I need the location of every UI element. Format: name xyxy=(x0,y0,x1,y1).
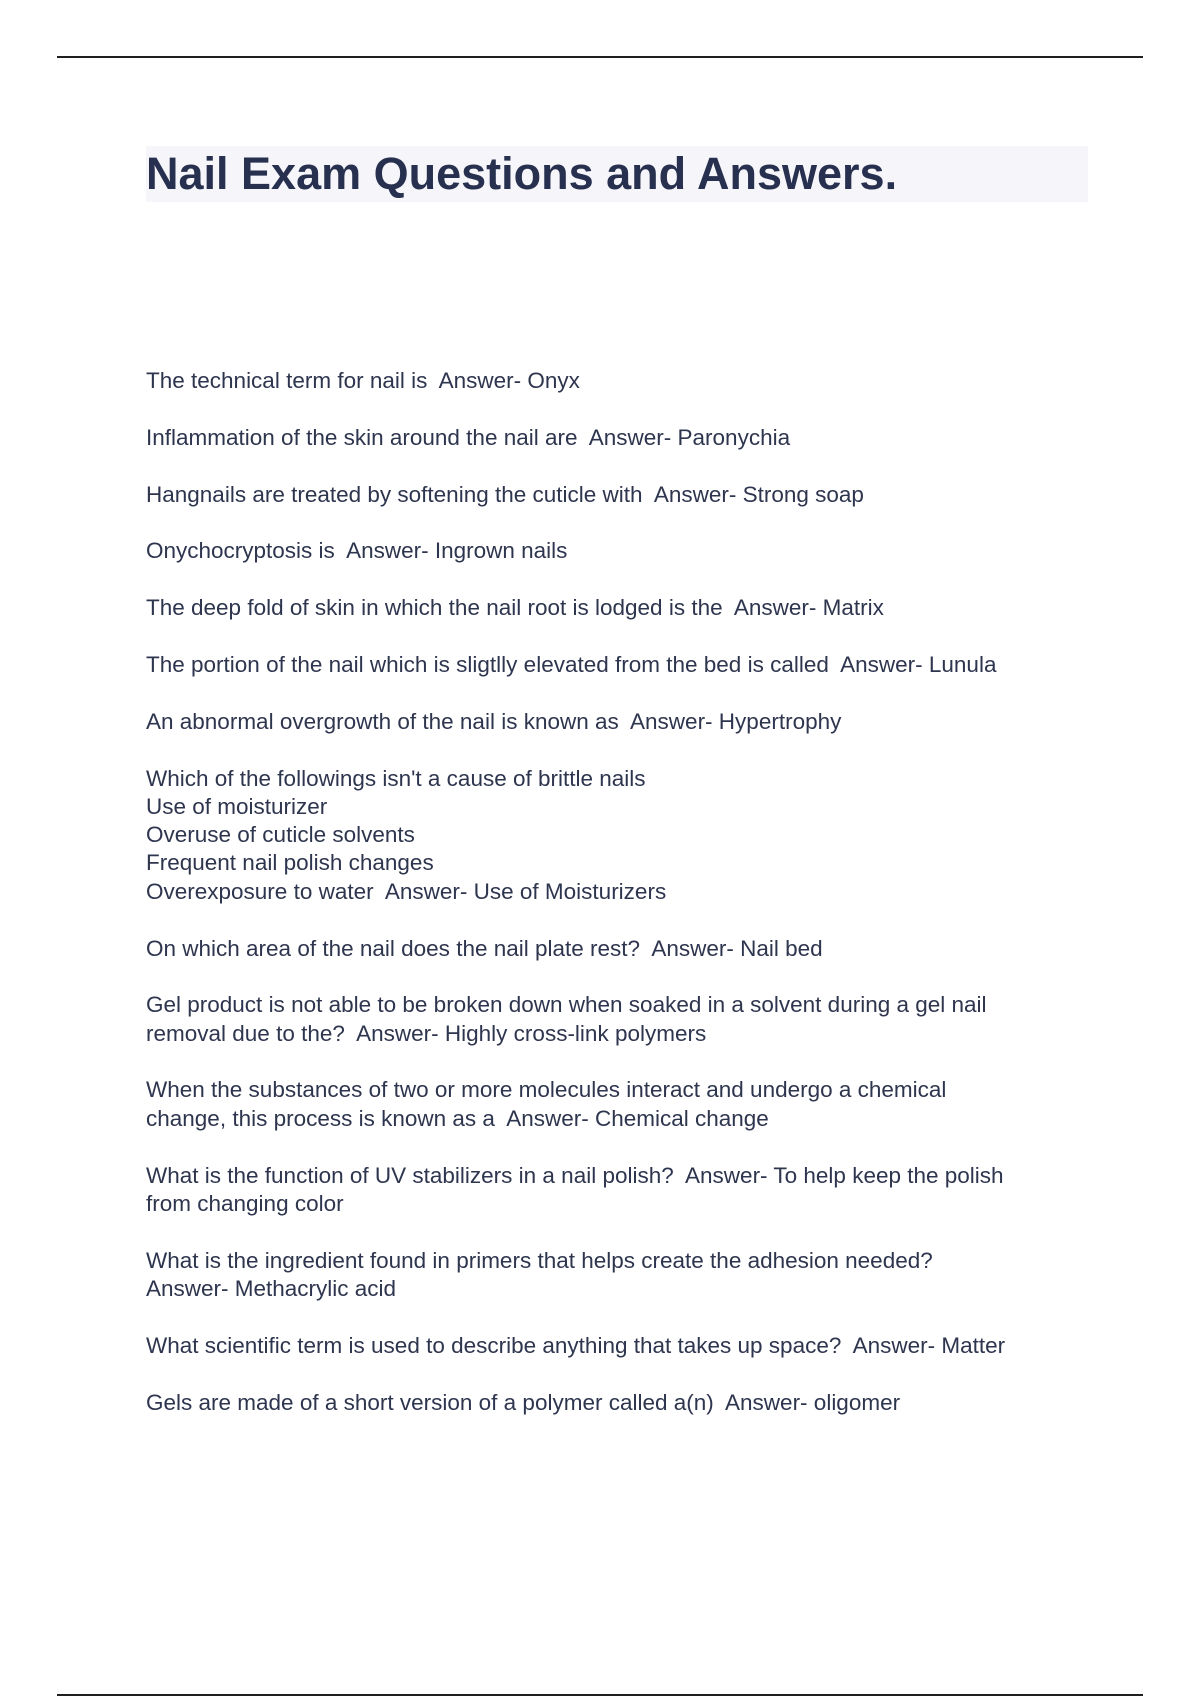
question-text: The technical term for nail is xyxy=(146,368,428,393)
qa-item xyxy=(146,935,1106,963)
answer-text: Answer- Nail bed xyxy=(651,935,823,961)
answer-text: Answer- Onyx xyxy=(438,368,580,393)
answer-text: from changing color xyxy=(146,1190,344,1216)
question-text: The deep fold of skin in which the nail root is lodged is the xyxy=(146,595,723,621)
answer-text: Answer- Matter xyxy=(852,1332,1006,1358)
answer-text: Answer- Use of Moisturizers xyxy=(384,878,667,904)
answer-text: Answer- Ingrown nails xyxy=(346,538,568,564)
qa-item xyxy=(146,1076,1106,1133)
qa-item xyxy=(146,1162,1106,1219)
question-text: removal due to the? xyxy=(146,1020,345,1046)
qa-item xyxy=(146,481,1106,509)
answer-text: Answer- Highly cross-link polymers xyxy=(356,1020,707,1046)
question-text: When the substances of two or more molecules interact and undergo a chemical xyxy=(146,1077,947,1103)
header-rule xyxy=(57,56,1143,58)
question-text: The portion of the nail which is sligtlly elevated from the bed is called xyxy=(146,651,829,677)
qa-item xyxy=(146,594,1106,622)
qa-item xyxy=(146,991,1106,1048)
question-text: What is the ingredient found in primers that helps create the adhesion needed? xyxy=(146,1247,933,1273)
qa-item xyxy=(146,424,1106,452)
question-text: Gel product is not able to be broken down when soaked in a solvent during a gel nail xyxy=(146,992,987,1018)
page-title: Nail Exam Questions and Answers. xyxy=(146,146,1088,202)
question-text: Hangnails are treated by softening the cuticle with xyxy=(146,481,643,507)
answer-text: Answer- oligomer xyxy=(725,1389,901,1415)
question-text: What is the function of UV stabilizers in a nail polish? xyxy=(146,1162,674,1188)
question-text: What scientific term is used to describe anything that takes up space? xyxy=(146,1332,842,1358)
answer-text: Answer- Paronychia xyxy=(588,424,791,450)
question-text: Inflammation of the skin around the nail are xyxy=(146,424,578,450)
qa-item xyxy=(146,708,1106,736)
answer-text: Answer- Lunula xyxy=(840,651,997,677)
question-text: change, this process is known as a xyxy=(146,1105,495,1131)
question-text: Which of the followings isn't a cause of brittle nails xyxy=(146,765,646,791)
option-text: Frequent nail polish changes xyxy=(146,850,434,876)
option-text: Overuse of cuticle solvents xyxy=(146,822,415,848)
question-text: An abnormal overgrowth of the nail is known as xyxy=(146,708,619,734)
option-text: Overexposure to water xyxy=(146,878,374,904)
qa-list xyxy=(146,367,1106,1445)
qa-item xyxy=(146,1389,1106,1417)
answer-text: Answer- Chemical change xyxy=(506,1105,769,1131)
qa-item xyxy=(146,367,1106,395)
answer-text: Answer- Hypertrophy xyxy=(630,708,842,734)
answer-text: Answer- Strong soap xyxy=(653,481,864,507)
question-text: Gels are made of a short version of a polymer called a(n) xyxy=(146,1389,714,1415)
footer-rule xyxy=(57,1694,1143,1696)
answer-text: Answer- To help keep the polish xyxy=(685,1162,1004,1188)
answer-text: Answer- Methacrylic acid xyxy=(146,1275,397,1301)
option-text: Use of moisturizer xyxy=(146,793,328,819)
qa-item xyxy=(146,1247,1106,1304)
answer-text: Answer- Matrix xyxy=(733,595,884,621)
qa-item xyxy=(146,651,1106,679)
qa-item xyxy=(146,537,1106,565)
qa-item xyxy=(146,1332,1106,1360)
qa-item xyxy=(146,765,1106,906)
question-text: Onychocryptosis is xyxy=(146,538,335,564)
question-text: On which area of the nail does the nail plate rest? xyxy=(146,935,641,961)
